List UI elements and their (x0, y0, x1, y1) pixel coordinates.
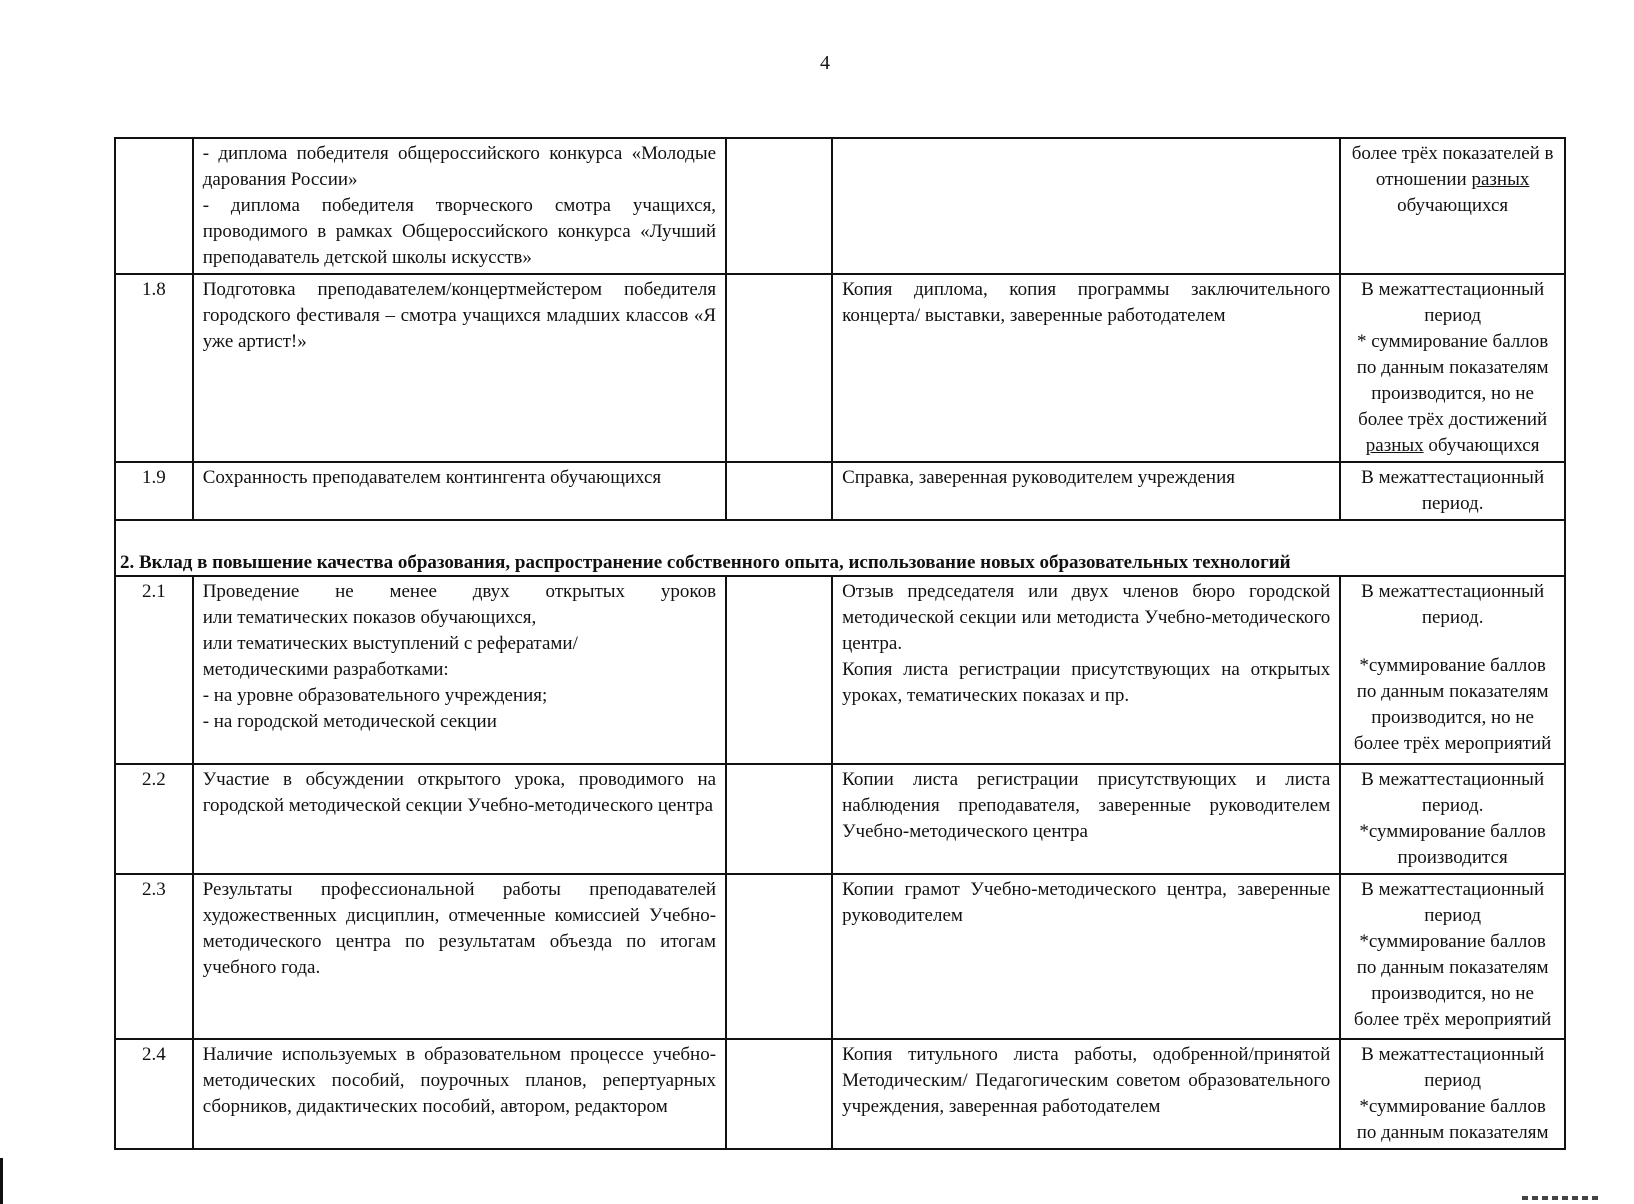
table-row (115, 462, 1565, 520)
row-score (726, 576, 832, 764)
row-description: Сохранность преподавателем контингента обучающихся (193, 462, 726, 520)
row-note: В межаттестационный период *суммирование баллов по данным показателям (1340, 1039, 1565, 1149)
table-row (115, 874, 1565, 1039)
criteria-table (114, 137, 1566, 1150)
row-note: В межаттестационный период *суммирование баллов по данным показателям производится, но не более трёх мероприятий (1340, 874, 1565, 1039)
row-number: 2.1 (115, 576, 193, 764)
table-row (115, 138, 1565, 274)
row-description: Наличие используемых в образовательном процессе учебно-методических пособий, поурочных планов, репертуарных сборников, дидактических пособий, автором, редактором (193, 1039, 726, 1149)
row-number: 2.2 (115, 764, 193, 874)
row-note: более трёх показателей в отношении разных обучающихся (1340, 138, 1565, 274)
row-evidence: Копии грамот Учебно-методического центра, заверенные руководителем (832, 874, 1340, 1039)
row-score (726, 138, 832, 274)
table-row (115, 576, 1565, 764)
row-evidence: Копия диплома, копия программы заключительного концерта/ выставки, заверенные работодателем (832, 274, 1340, 462)
row-note: В межаттестационный период * суммирование баллов по данным показателям производится, но не более трёх достижений разных обучающихся (1340, 274, 1565, 462)
section-row (115, 520, 1565, 576)
row-description: Проведение не менее двух открытых уроков или тематических показов обучающихся, или тематических выступлений с рефератами/ методическими разработками: - на уровне образовательного учреждения; - на городской методической секции (193, 576, 726, 764)
row-score (726, 874, 832, 1039)
row-description: Участие в обсуждении открытого урока, проводимого на городской методической секции Учебно-методического центра (193, 764, 726, 874)
row-note: В межаттестационный период. (1340, 462, 1565, 520)
row-note: В межаттестационный период. *суммирование баллов производится (1340, 764, 1565, 874)
section-title: 2. Вклад в повышение качества образования, распространение собственного опыта, использование новых образовательных технологий (115, 520, 1565, 576)
row-score (726, 1039, 832, 1149)
row-evidence: Справка, заверенная руководителем учреждения (832, 462, 1340, 520)
scan-edge-mark (0, 1158, 3, 1204)
row-number (115, 138, 193, 274)
row-score (726, 274, 832, 462)
row-evidence (832, 138, 1340, 274)
row-number: 1.8 (115, 274, 193, 462)
table-row (115, 764, 1565, 874)
row-number: 2.3 (115, 874, 193, 1039)
page-number: 4 (820, 52, 830, 74)
row-number: 1.9 (115, 462, 193, 520)
row-evidence: Копия титульного листа работы, одобренной/принятой Методическим/ Педагогическим советом образовательного учреждения, заверенная работодателем (832, 1039, 1340, 1149)
row-score (726, 764, 832, 874)
row-description: - диплома победителя общероссийского конкурса «Молодые дарования России» - диплома победителя творческого смотра учащихся, проводимого в рамках Общероссийского конкурса «Лучший преподаватель детской школы искусств» (193, 138, 726, 274)
row-note: В межаттестационный период. *суммирование баллов по данным показателям производится, но не более трёх мероприятий (1340, 576, 1565, 764)
row-evidence: Отзыв председателя или двух членов бюро городской методической секции или методиста Учебно-методического центра. Копия листа регистрации присутствующих на открытых уроках, тематических показах и пр. (832, 576, 1340, 764)
row-score (726, 462, 832, 520)
scan-corner-mark (1522, 1196, 1602, 1200)
row-evidence: Копии листа регистрации присутствующих и листа наблюдения преподавателя, заверенные руководителем Учебно-методического центра (832, 764, 1340, 874)
table-row (115, 1039, 1565, 1149)
row-description: Подготовка преподавателем/концертмейстером победителя городского фестиваля – смотра учащихся младших классов «Я уже артист!» (193, 274, 726, 462)
row-number: 2.4 (115, 1039, 193, 1149)
table-row (115, 274, 1565, 462)
row-description: Результаты профессиональной работы преподавателей художественных дисциплин, отмеченные комиссией Учебно-методического центра по результатам объезда по итогам учебного года. (193, 874, 726, 1039)
